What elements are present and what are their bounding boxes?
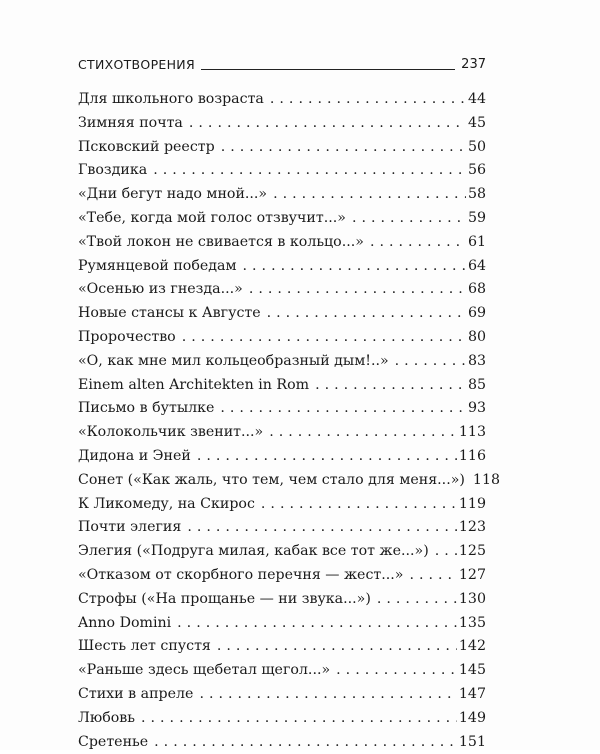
dot-leader <box>153 159 466 183</box>
toc-entry-title: «Отказом от скорбного перечня — жест...» <box>78 566 404 583</box>
toc-entry <box>78 278 486 302</box>
dot-leader <box>220 397 466 421</box>
toc-entry-page: 59 <box>467 209 486 226</box>
toc-entry-page: 56 <box>467 162 486 179</box>
toc-entry <box>78 255 486 279</box>
toc-entry <box>78 659 486 683</box>
toc-entry-page: 123 <box>458 519 486 536</box>
toc-entry-title: «Осенью из гнезда...» <box>78 281 243 298</box>
dot-leader <box>187 516 457 540</box>
toc-entry-page: 50 <box>467 138 486 155</box>
dot-leader <box>261 493 457 517</box>
dot-leader <box>273 183 466 207</box>
dot-leader <box>182 326 466 350</box>
toc-entry <box>78 612 486 636</box>
dot-leader <box>189 112 466 136</box>
toc-entry-page: 151 <box>458 733 486 750</box>
toc-entry-page: 145 <box>458 662 486 679</box>
toc-entry <box>78 564 486 588</box>
toc-entry-page: 147 <box>458 685 486 702</box>
dot-leader <box>377 588 457 612</box>
toc-entry-page: 93 <box>467 400 486 417</box>
toc-entry <box>78 540 486 564</box>
toc-entry-page: 142 <box>458 638 486 655</box>
toc-entry <box>78 635 486 659</box>
toc-entry <box>78 731 486 754</box>
toc-entry <box>78 231 486 255</box>
toc-entry-page: 45 <box>467 114 486 131</box>
toc-entry-page: 149 <box>458 709 486 726</box>
toc-entry <box>78 183 486 207</box>
toc-entry-title: Сонет («Как жаль, что тем, чем стало для меня...») <box>78 471 465 488</box>
dot-leader <box>199 683 456 707</box>
toc-entry <box>78 112 486 136</box>
dot-leader <box>154 731 457 754</box>
toc-entry-title: Шесть лет спустя <box>78 638 211 655</box>
toc-entry-page: 116 <box>458 447 486 464</box>
toc-entry <box>78 516 486 540</box>
toc-entry <box>78 350 486 374</box>
toc-entry-page: 80 <box>467 328 486 345</box>
toc-entry-title: Новые стансы к Августе <box>78 305 261 322</box>
toc-entry-title: Псковский реестр <box>78 138 215 155</box>
running-header <box>78 52 486 72</box>
dot-leader <box>249 278 466 302</box>
toc-entry <box>78 421 486 445</box>
toc-entry-page: 119 <box>458 495 486 512</box>
toc-entry-title: Дидона и Эней <box>78 447 191 464</box>
toc-entry <box>78 493 486 517</box>
toc-entry-title: Einem alten Architekten in Rom <box>78 376 310 393</box>
toc-entry <box>78 683 486 707</box>
toc-entry-page: 58 <box>467 186 486 203</box>
toc-entry-title: Сретенье <box>78 733 149 750</box>
dot-leader <box>177 612 457 636</box>
toc-entry <box>78 374 486 398</box>
toc-entry <box>78 88 486 112</box>
toc-entry-title: Письмо в бутылке <box>78 400 215 417</box>
dot-leader <box>395 350 466 374</box>
dot-leader <box>270 88 466 112</box>
dot-leader <box>141 707 457 731</box>
dot-leader <box>243 255 466 279</box>
toc-entry-page: 118 <box>472 471 501 488</box>
toc-entry-title: «Тебе, когда мой голос отзвучит...» <box>78 209 346 226</box>
toc-entry-page: 68 <box>467 281 486 298</box>
toc-entry <box>78 588 486 612</box>
dot-leader <box>409 564 456 588</box>
toc-entry-title: Строфы («На прощанье — ни звука...») <box>78 590 371 607</box>
dot-leader <box>217 635 457 659</box>
dot-leader <box>435 540 457 564</box>
toc-entry-title: Зимняя почта <box>78 114 183 131</box>
toc-entry-page: 135 <box>458 614 486 631</box>
toc-entry-title: К Ликомеду, на Скирос <box>78 495 255 512</box>
toc-entry-title: Пророчество <box>78 328 176 345</box>
toc-entry <box>78 397 486 421</box>
dot-leader <box>269 421 457 445</box>
toc-entry-page: 127 <box>458 566 486 583</box>
toc-entry-page: 44 <box>467 91 486 107</box>
toc-entry-page: 61 <box>467 233 486 250</box>
header-rule <box>201 69 455 70</box>
toc-entry-title: «Колокольчик звенит...» <box>78 424 264 441</box>
toc-entry-page: 130 <box>458 590 486 607</box>
toc-entry-page: 125 <box>458 543 486 560</box>
section-title: СТИХОТВОРЕНИЯ <box>78 57 195 72</box>
page-number: 237 <box>461 57 486 72</box>
toc-entry-title: «Твой локон не свивается в кольцо...» <box>78 233 364 250</box>
toc-entry-title: «О, как мне мил кольцеобразный дым!..» <box>78 352 389 369</box>
table-of-contents <box>78 88 501 754</box>
dot-leader <box>197 445 457 469</box>
toc-entry-title: Гвоздика <box>78 162 148 179</box>
toc-entry <box>78 469 501 493</box>
dot-leader <box>221 136 466 160</box>
toc-entry <box>78 136 486 160</box>
toc-entry <box>78 326 486 350</box>
toc-entry-title: Румянцевой победам <box>78 257 237 274</box>
toc-entry-page: 83 <box>467 352 486 369</box>
dot-leader <box>315 374 466 398</box>
toc-entry-title: Стихи в апреле <box>78 685 194 702</box>
toc-entry-page: 64 <box>467 257 486 274</box>
toc-entry <box>78 159 486 183</box>
toc-entry-title: Элегия («Подруга милая, кабак все тот же...») <box>78 543 429 560</box>
dot-leader <box>370 231 466 255</box>
toc-entry-page: 69 <box>467 305 486 322</box>
toc-entry-title: Любовь <box>78 709 135 726</box>
toc-entry-title: Для школьного возраста <box>78 91 264 107</box>
dot-leader <box>336 659 457 683</box>
toc-entry <box>78 445 486 469</box>
toc-entry-title: Почти элегия <box>78 519 182 536</box>
toc-entry <box>78 302 486 326</box>
dot-leader <box>267 302 466 326</box>
toc-entry-title: «Дни бегут надо мной...» <box>78 186 268 203</box>
toc-entry <box>78 207 486 231</box>
toc-entry-page: 85 <box>467 376 486 393</box>
toc-entry-page: 113 <box>458 424 486 441</box>
toc-entry-title: Anno Domini <box>78 614 172 631</box>
dot-leader <box>352 207 466 231</box>
toc-entry-title: «Раньше здесь щебетал щегол...» <box>78 662 331 679</box>
toc-entry <box>78 707 486 731</box>
